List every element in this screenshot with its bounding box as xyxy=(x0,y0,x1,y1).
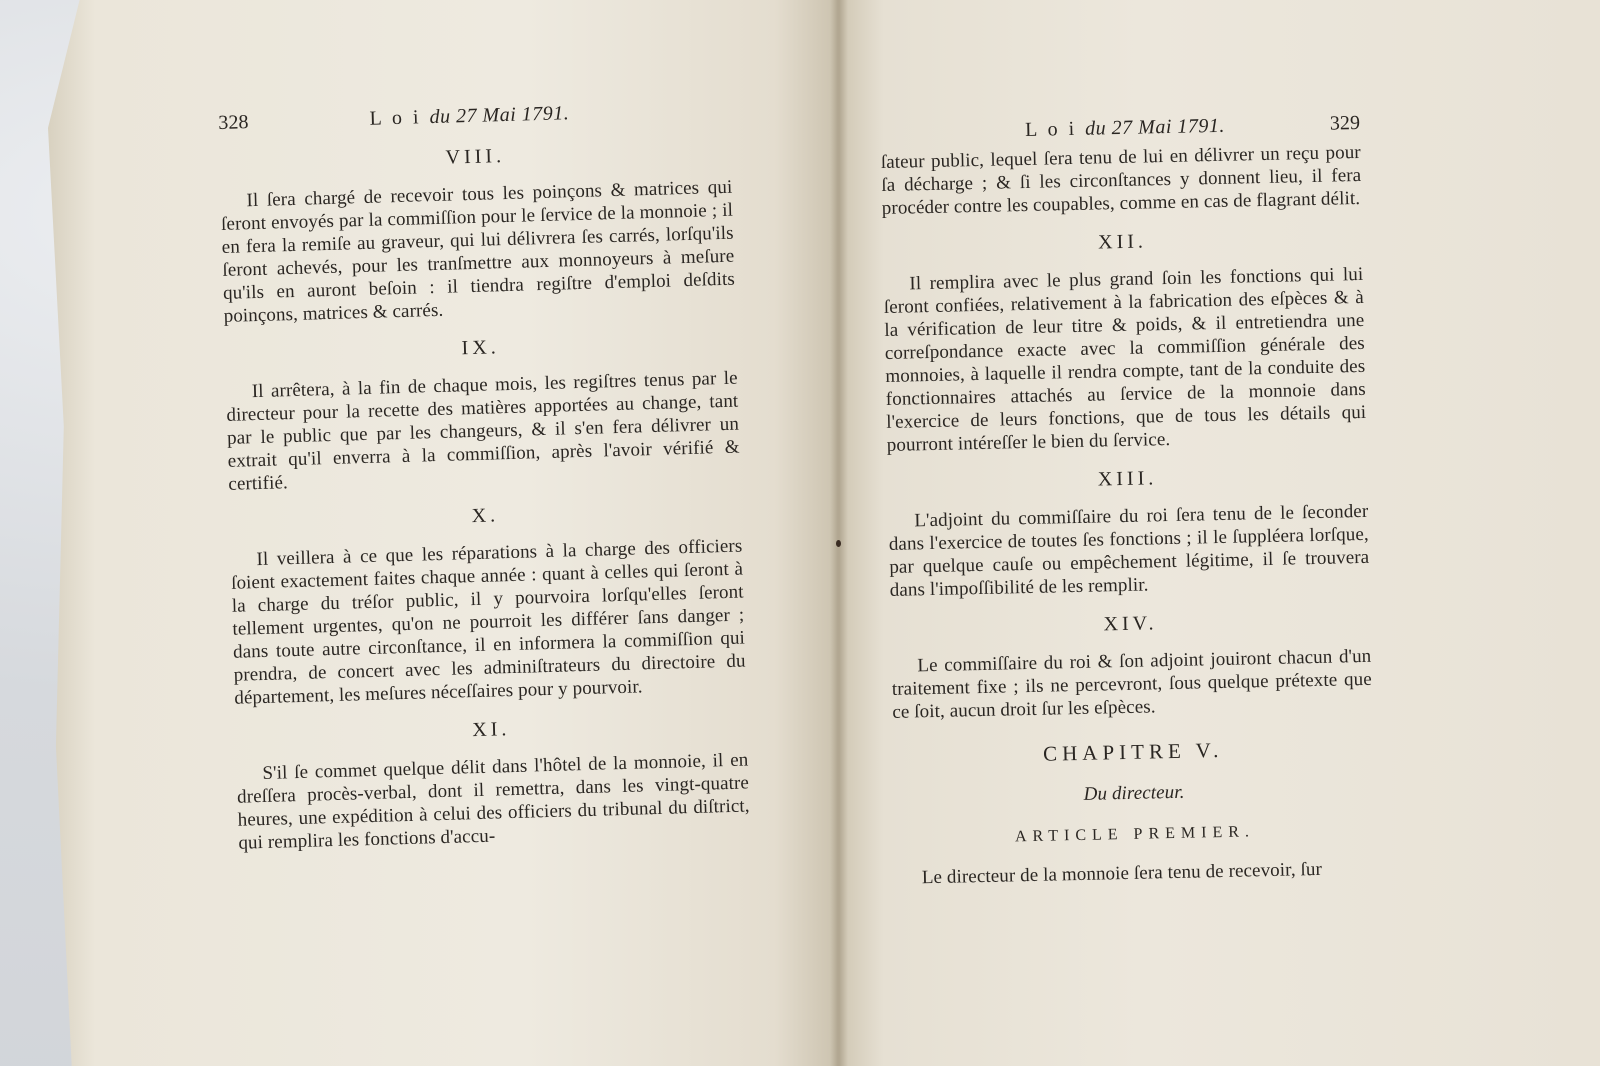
right-running-title-date: du 27 Mai 1791. xyxy=(1084,114,1226,140)
article-heading: ARTICLE PREMIER. xyxy=(1014,823,1256,846)
article-number: XI. xyxy=(471,718,511,742)
ink-spot xyxy=(836,540,841,547)
article-number: IX. xyxy=(461,336,501,360)
article-text: Le commiſſaire du roi & ſon adjoint jouiront chacun d'un traitement fixe ; ils ne percevront, ſous quelque prétexte que ce ſoit, aucun droit ſur les eſpèces. xyxy=(891,645,1372,723)
article-text: Il arrêtera, à la fin de chaque mois, les regiſtres tenus par le directeur pour la recette des matières apportées au change, tant par le public que par les changeurs, & il s'en fera délivrer un extrait qu'il enverra à la commiſſion, après l'avoir vérifié & certifié. xyxy=(226,367,740,495)
right-page-number: 329 xyxy=(1329,111,1361,135)
right-running-title: L o i du 27 Mai 1791. xyxy=(1024,114,1226,141)
article-number: XIII. xyxy=(1097,467,1158,491)
article-number: XII. xyxy=(1097,230,1148,254)
article-text: Il ſera chargé de recevoir tous les poinçons & matrices qui ſeront envoyés par la commiſſion pour le ſervice de la monnoie ; il en fera la remiſe au graveur, qui lui délivrera ſes carrés, lorſqu'ils ſeront achevés, pour les tranſmettre aux monnoyeurs à meſure qu'ils en auront beſoin : il tiendra regiſtre d'emploi deſdits poinçons, matrices & carrés. xyxy=(220,176,736,327)
article-text: L'adjoint du commiſſaire du roi ſera tenu de le ſeconder dans l'exercice de toutes ſes fonctions ; il le ſuppléera lorſque, par quelque cauſe ou empêchement légitime, il ſe trouvera dans l'impoſſibilité de les remplir. xyxy=(888,500,1370,601)
left-running-title-date: du 27 Mai 1791. xyxy=(429,102,570,129)
article-text: Il remplira avec le plus grand ſoin les fonctions qui lui ſeront confiées, relativement à la fabrication des eſpèces & à la vérification de leur titre & poids, & il entretiendra une correſpondance exacte avec la commiſſion générale des monnoies, à laquelle il rendra compte, tant de la conduite des fonctionnaires attachés au ſervice de la monnoie dans l'exercice de leurs fonctions, que de tous les détails qui pourront intéreſſer le bien du ſervice. xyxy=(883,263,1367,456)
article-text: S'il ſe commet quelque délit dans l'hôtel de la monnoie, il en dreſſera procès-verbal, dont il remettra, dans les vingt-quatre heures, une expédition à celui des officiers du tribunal du diſtrict, qui remplira les fonctions d'accu- xyxy=(236,749,750,854)
article-text: Il veillera à ce que les réparations à la charge des officiers ſoient exactement faites chaque année : quant à celles qui ſeront à la charge du tréſor public, il y pourvoira lorſqu'elles ſeront tellement urgentes, qu'on ne pourroit les différer ſans danger ; dans toute autre circonſtance, il en informera la commiſſion qui prendra, de concert avec les adminiſtrateurs du directoire du département, les meſures néceſſaires pour y pourvoir. xyxy=(230,535,746,709)
continuation-text: ſateur public, lequel ſera tenu de lui en délivrer un reçu pour ſa décharge ; & ſi les circonſtances y donnent lieu, il fera procéder contre les coupables, comme en cas de flagrant délit. xyxy=(880,141,1362,219)
chapter-heading: CHAPITRE V. xyxy=(1042,737,1224,766)
article-number: XIV. xyxy=(1103,612,1158,636)
book-gutter xyxy=(830,0,848,1066)
chapter-subtitle: Du directeur. xyxy=(1083,781,1185,805)
left-running-title: L o i du 27 Mai 1791. xyxy=(369,102,570,130)
left-page-number: 328 xyxy=(218,111,249,134)
article-number: VIII. xyxy=(445,145,506,169)
left-page-text xyxy=(218,98,751,855)
article-text: Le directeur de la monnoie ſera tenu de recevoir, ſur xyxy=(921,858,1323,889)
article-number: X. xyxy=(471,504,500,528)
right-page-text xyxy=(880,112,1376,890)
